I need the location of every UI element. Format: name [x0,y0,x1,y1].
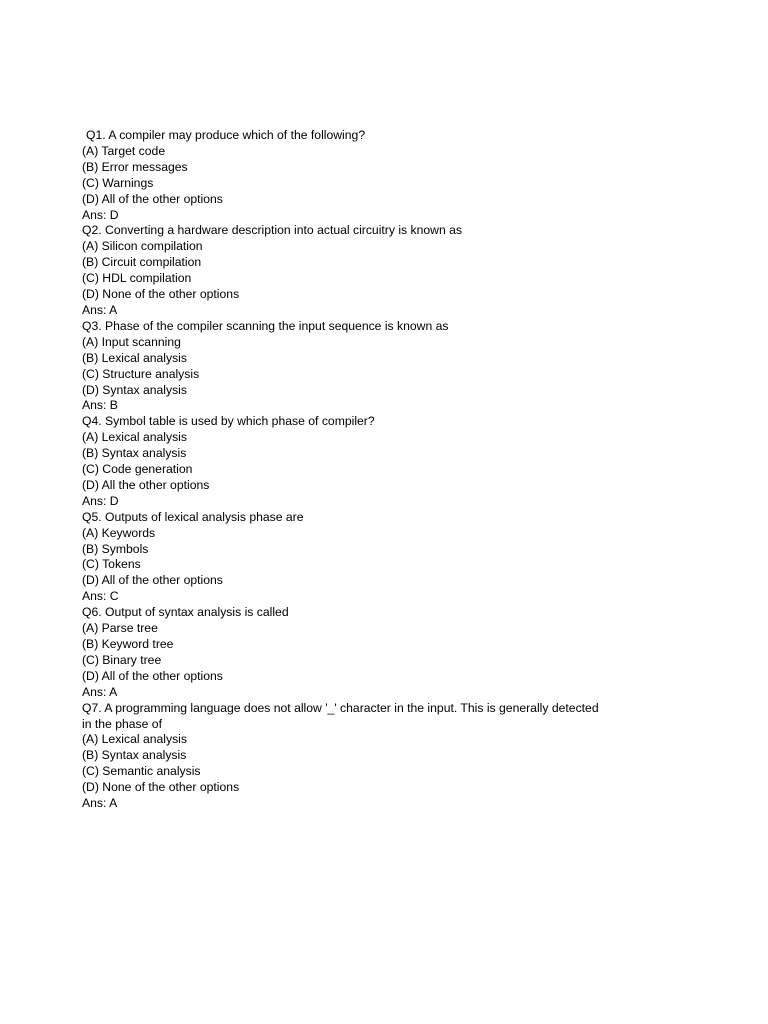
question-3: Q3. Phase of the compiler scanning the input sequence is known as [82,318,449,333]
question-6: Q6. Output of syntax analysis is called [82,605,289,620]
q5-option-c: (C) Tokens [82,557,141,572]
q6-option-b: (B) Keyword tree [82,637,174,651]
q7-answer: Ans: A [82,796,118,811]
question-5: Q5. Outputs of lexical analysis phase are [82,509,304,524]
q2-option-a: (A) Silicon compilation [82,239,203,254]
q2-option-c: (C) HDL compilation [82,271,192,286]
q7-option-b: (B) Syntax analysis [82,748,187,763]
question-7: Q7. A programming language does not allow '_' character in the input. This is generally detected [82,700,599,715]
q3-option-d: (D) Syntax analysis [82,382,187,397]
q4-option-b: (B) Syntax analysis [82,446,187,461]
q5-option-b: (B) Symbols [82,541,149,556]
document-page [82,128,682,812]
q5-answer: Ans: C [82,589,119,604]
question-1: Q1. A compiler may produce which of the following? [86,128,366,142]
q6-option-d: (D) All of the other options [82,668,223,683]
question-4: Q4. Symbol table is used by which phase of compiler? [82,414,375,429]
q5-option-a: (A) Keywords [82,525,156,540]
question-2: Q2. Converting a hardware description into actual circuitry is known as [82,223,463,238]
q1-option-c: (C) Warnings [82,175,154,190]
q5-option-d: (D) All of the other options [82,573,223,588]
q3-option-b: (B) Lexical analysis [82,350,187,365]
q6-option-c: (C) Binary tree [82,652,162,667]
q2-answer: Ans: A [82,302,118,317]
q2-option-d: (D) None of the other options [82,287,240,302]
q6-answer: Ans: A [82,684,118,699]
q3-answer: Ans: B [82,398,118,413]
q2-option-b: (B) Circuit compilation [82,255,202,270]
q7-option-c: (C) Semantic analysis [82,764,201,779]
q1-option-d: (D) All of the other options [82,191,223,206]
q1-answer: Ans: D [82,207,119,222]
q3-option-a: (A) Input scanning [82,334,181,349]
q1-option-a: (A) Target code [82,143,166,158]
q4-option-d: (D) All the other options [82,477,210,492]
q1-option-b: (B) Error messages [82,159,188,174]
q4-option-a: (A) Lexical analysis [82,430,187,445]
q4-option-c: (C) Code generation [82,462,193,477]
q3-option-c: (C) Structure analysis [82,366,200,381]
question-7-continued: in the phase of [82,716,162,731]
q7-option-d: (D) None of the other options [82,780,240,795]
q7-option-a: (A) Lexical analysis [82,732,187,747]
q6-option-a: (A) Parse tree [82,621,158,636]
q4-answer: Ans: D [82,493,119,508]
